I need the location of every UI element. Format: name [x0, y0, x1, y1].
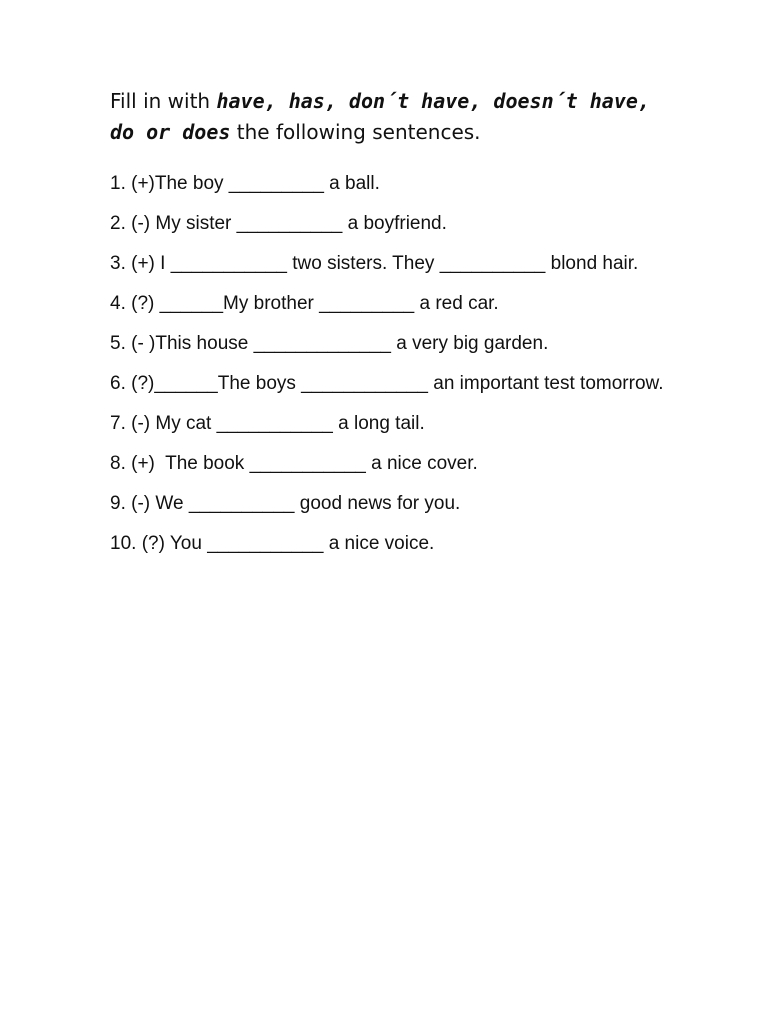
exercise-item: 6. (?)______The boys ____________ an important test tomorrow.	[110, 373, 664, 394]
exercise-item: 7. (-) My cat ___________ a long tail.	[110, 413, 425, 434]
instruction-text	[110, 86, 670, 148]
exercise-list	[110, 164, 670, 564]
exercise-item: 8. (+) The book ___________ a nice cover.	[110, 453, 478, 474]
exercise-item: 5. (- )This house _____________ a very big garden.	[110, 333, 549, 354]
instruction-prefix: Fill in with	[110, 89, 217, 113]
exercise-item: 2. (-) My sister __________ a boyfriend.	[110, 213, 447, 234]
exercise-item: 3. (+) I ___________ two sisters. They __________ blond hair.	[110, 253, 639, 274]
exercise-item: 10. (?) You ___________ a nice voice.	[110, 533, 435, 554]
exercise-item: 1. (+)The boy _________ a ball.	[110, 173, 380, 194]
instruction-suffix: the following sentences.	[230, 120, 481, 144]
exercise-item: 9. (-) We __________ good news for you.	[110, 493, 461, 514]
instruction-verbs: have, has, don´t have, doesn´t have, do or does	[110, 89, 650, 144]
exercise-item: 4. (?) ______My brother _________ a red car.	[110, 293, 499, 314]
